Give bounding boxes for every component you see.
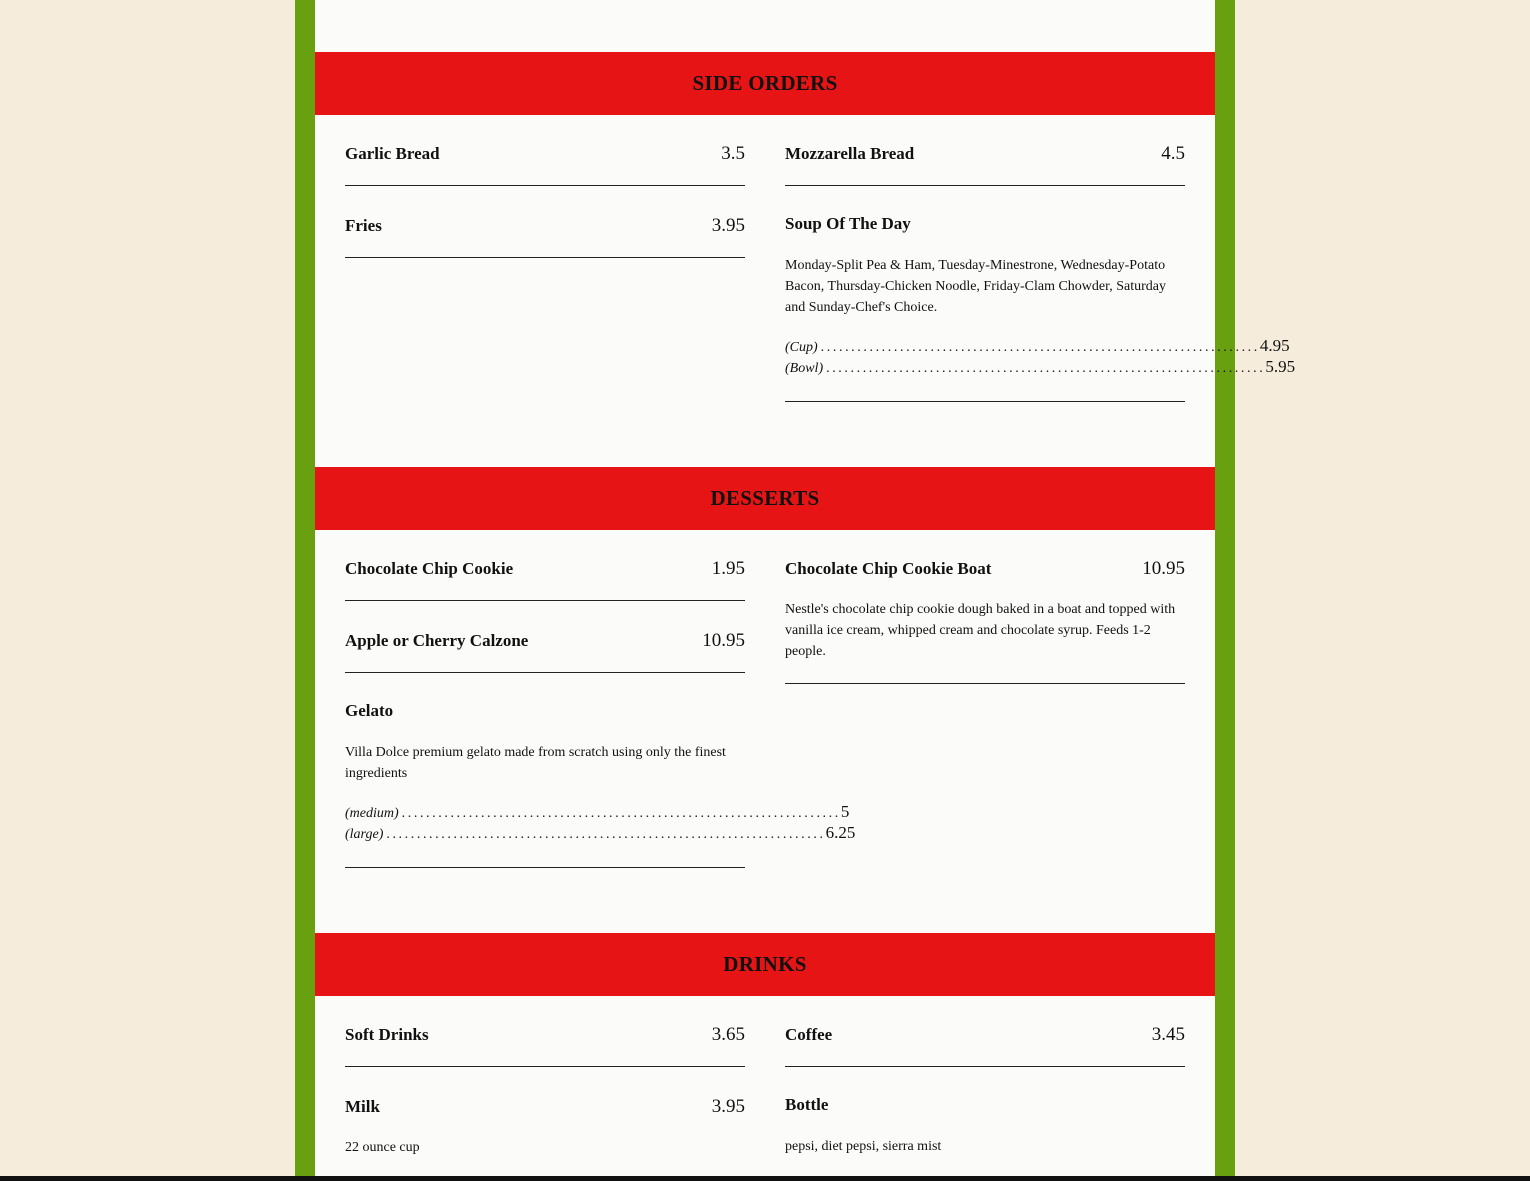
item-description: Villa Dolce premium gelato made from scratch using only the finest ingredients xyxy=(345,745,726,781)
menu-item-fries xyxy=(345,215,745,239)
menu-item-soft-drinks xyxy=(345,1024,745,1048)
size-price: 5 xyxy=(840,802,850,821)
item-divider xyxy=(345,257,745,258)
item-price: 4.5 xyxy=(1161,143,1185,164)
size-label: (medium) xyxy=(345,806,399,821)
dot-leader: ........................................................................ xyxy=(826,361,1266,376)
item-description: Nestle's chocolate chip cookie dough baked in a boat and topped with vanilla ice cream, whipped cream and chocolate syrup. Feeds 1-2 people. xyxy=(785,602,1176,659)
item-price: 3.65 xyxy=(711,1024,745,1045)
item-price: 10.95 xyxy=(702,630,745,651)
item-price: 3.95 xyxy=(711,1096,745,1117)
item-divider xyxy=(345,185,745,186)
size-price-list xyxy=(345,802,856,844)
item-price: 3.45 xyxy=(1151,1024,1185,1045)
menu-item-soup-of-the-day xyxy=(785,214,1296,378)
item-description: Monday-Split Pea & Ham, Tuesday-Minestrone, Wednesday-Potato Bacon, Thursday-Chicken Noodle, Friday-Clam Chowder, Saturday and Sunday-Chef's Choice. xyxy=(785,258,1166,315)
section-header-side-orders xyxy=(315,52,1215,115)
section-title: DESSERTS xyxy=(710,486,820,510)
size-row xyxy=(345,823,856,844)
item-price: 3.95 xyxy=(711,215,745,236)
item-divider xyxy=(785,401,1185,402)
size-price-list xyxy=(785,336,1296,378)
section-title: DRINKS xyxy=(723,952,807,976)
item-price: 10.95 xyxy=(1142,558,1185,579)
menu-item-chocolate-chip-cookie xyxy=(345,558,745,582)
size-label: (large) xyxy=(345,827,384,842)
menu-item-gelato xyxy=(345,701,856,844)
item-name: Chocolate Chip Cookie xyxy=(345,559,514,578)
item-price: 3.5 xyxy=(721,143,745,164)
size-label: (Cup) xyxy=(785,340,818,355)
size-price: 5.95 xyxy=(1265,357,1296,376)
item-divider xyxy=(785,185,1185,186)
item-name: Mozzarella Bread xyxy=(785,144,915,163)
item-name: Chocolate Chip Cookie Boat xyxy=(785,559,992,578)
size-price: 6.25 xyxy=(825,823,856,842)
dot-leader: ........................................................................ xyxy=(401,806,841,821)
item-name: Soup Of The Day xyxy=(785,214,911,233)
menu-item-cookie-boat xyxy=(785,558,1185,662)
menu-item-garlic-bread xyxy=(345,143,745,167)
menu-item-bottle xyxy=(785,1095,1185,1157)
menu-item-mozzarella-bread xyxy=(785,143,1185,167)
item-divider xyxy=(345,600,745,601)
item-divider xyxy=(345,867,745,868)
item-divider xyxy=(785,1066,1185,1067)
item-description: pepsi, diet pepsi, sierra mist xyxy=(785,1139,942,1154)
item-name: Apple or Cherry Calzone xyxy=(345,631,529,650)
menu-item-calzone xyxy=(345,630,745,654)
item-name: Soft Drinks xyxy=(345,1025,429,1044)
size-row xyxy=(345,802,850,823)
dot-leader: ........................................................................ xyxy=(386,827,826,842)
size-row xyxy=(785,357,1296,378)
item-price: 1.95 xyxy=(711,558,745,579)
menu-item-coffee xyxy=(785,1024,1185,1048)
item-name: Coffee xyxy=(785,1025,833,1044)
size-row xyxy=(785,336,1290,357)
section-header-drinks xyxy=(315,933,1215,996)
item-divider xyxy=(345,1066,745,1067)
dot-leader: ........................................................................ xyxy=(820,340,1260,355)
item-divider xyxy=(345,672,745,673)
item-name: Bottle xyxy=(785,1095,829,1114)
menu-panel xyxy=(315,0,1296,1176)
size-label: (Bowl) xyxy=(785,361,824,376)
item-name: Gelato xyxy=(345,701,394,720)
item-description: 22 ounce cup xyxy=(345,1140,420,1155)
item-name: Garlic Bread xyxy=(345,144,440,163)
item-divider xyxy=(785,683,1185,684)
section-header-desserts xyxy=(315,467,1215,530)
menu-item-milk xyxy=(345,1096,745,1158)
item-name: Milk xyxy=(345,1097,380,1116)
item-name: Fries xyxy=(345,216,382,235)
window-bottom-edge xyxy=(0,1176,1530,1181)
size-price: 4.95 xyxy=(1259,336,1290,355)
section-title: SIDE ORDERS xyxy=(692,71,838,95)
